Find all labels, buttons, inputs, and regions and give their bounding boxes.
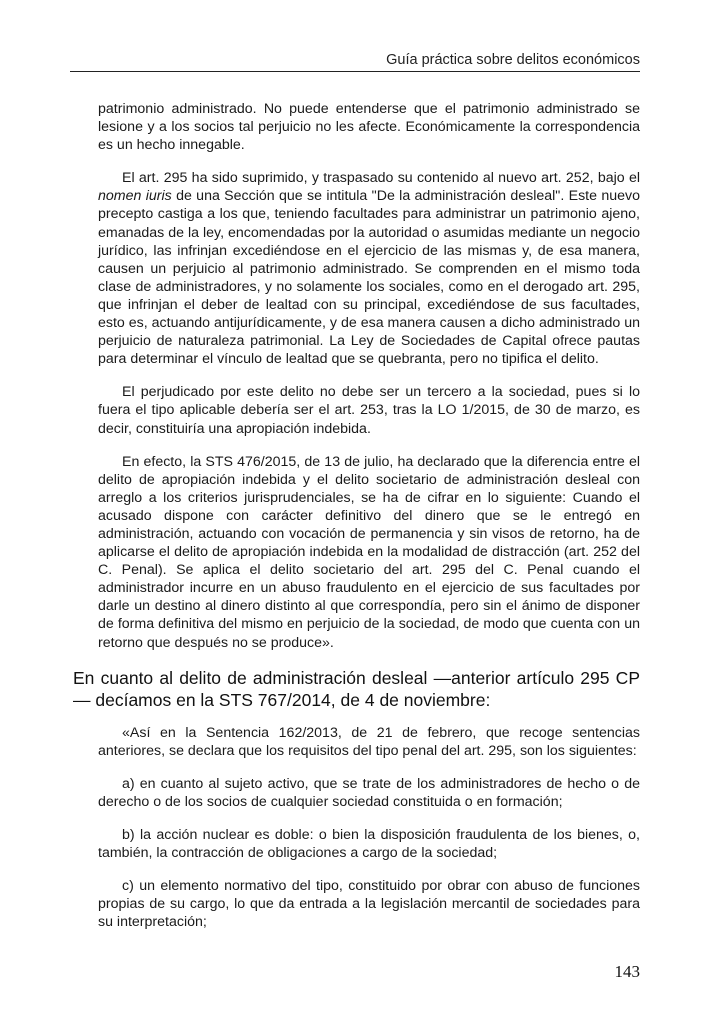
- quote-list-item: b) la acción nuclear es doble: o bien la disposición fraudulenta de los bienes, o, también, la contracción de obligaciones a cargo de la sociedad;: [98, 827, 640, 862]
- paragraph: El perjudicado por este delito no debe ser un tercero a la sociedad, pues si lo fuera el tipo aplicable debería ser el art. 253, tras la LO 1/2015, de 30 de marzo, es decir, constituiría una apropiación indebida.: [98, 384, 640, 437]
- latin-term: nomen iuris: [98, 188, 172, 205]
- running-header: Guía práctica sobre delitos económicos: [386, 52, 640, 68]
- page-body: [73, 100, 640, 946]
- quote-paragraph: «Así en la Sentencia 162/2013, de 21 de febrero, que recoge sentencias anteriores, se declara que los requisitos del tipo penal del art. 295, son los siguientes:: [98, 724, 640, 759]
- paragraph-text: de una Sección que se intitula "De la administración desleal". Este nuevo precepto castiga a los que, teniendo facultades para administrar un patrimonio ajeno, emanadas de la ley, encomendadas por la autoridad o asumidas mediante un negocio jurídico, las infrinjan excediéndose en el ejercicio de las mismas y, de esa manera, causen un perjuicio al patrimonio administrado. Se comprenden en el mismo toda clase de administradores, y no solamente los sociales, como en el derogado art. 295, que infrinjan el deber de lealtad con su principal, excediéndose de sus facultades, esto es, actuando antijurídicamente, y de esa manera causen a dicho administrado un perjuicio de naturaleza patrimonial. La Ley de Sociedades de Capital ofrece pautas para determinar el vínculo de lealtad que se quebranta, pero no tipifica el delito.: [98, 188, 640, 368]
- quote-list-item: c) un elemento normativo del tipo, constituido por obrar con abuso de funciones propias de su cargo, lo que da entrada a la legislación mercantil de sociedades para su interpretación;: [98, 878, 640, 931]
- paragraph: [98, 169, 640, 368]
- page-number: 143: [614, 962, 640, 981]
- quote-list-item: a) en cuanto al sujeto activo, que se trate de los administradores de hecho o de derecho o de los socios de cualquier sociedad constituida o en formación;: [98, 775, 640, 810]
- paragraph: patrimonio administrado. No puede entenderse que el patrimonio administrado se lesione y a los socios tal perjuicio no les afecte. Económicamente la correspondencia es un hecho innegable.: [98, 101, 640, 154]
- paragraph: En efecto, la STS 476/2015, de 13 de julio, ha declarado que la diferencia entre el delito de apropiación indebida y el delito societario de administración desleal con arreglo a los criterios jurisprudenciales, se ha de cifrar en lo siguiente: Cuando el acusado dispone con carácter definitivo del dinero que se le entregó en administración, actuando con vocación de permanencia y sin visos de retorno, ha de aplicarse el delito de apropiación indebida en la modalidad de distracción (art. 252 del C. Penal). Se aplica el delito societario del art. 295 del C. Penal cuando el administrador incurre en un abuso fraudulento en el ejercicio de sus facultades por darle un destino al dinero distinto al que correspondía, pero sin el ánimo de disponer de forma definitiva del mismo en perjuicio de la sociedad, de modo que cuenta con un retorno que después no se produce».: [98, 453, 640, 651]
- quotation-block: [98, 724, 640, 932]
- section-heading: En cuanto al delito de administración desleal —anterior artículo 295 CP— decíamos en la STS 767/2014, de 4 de noviembre:: [73, 667, 640, 710]
- header-rule: [70, 71, 640, 72]
- paragraph-text: El art. 295 ha sido suprimido, y traspasado su contenido al nuevo art. 252, bajo el: [122, 170, 640, 187]
